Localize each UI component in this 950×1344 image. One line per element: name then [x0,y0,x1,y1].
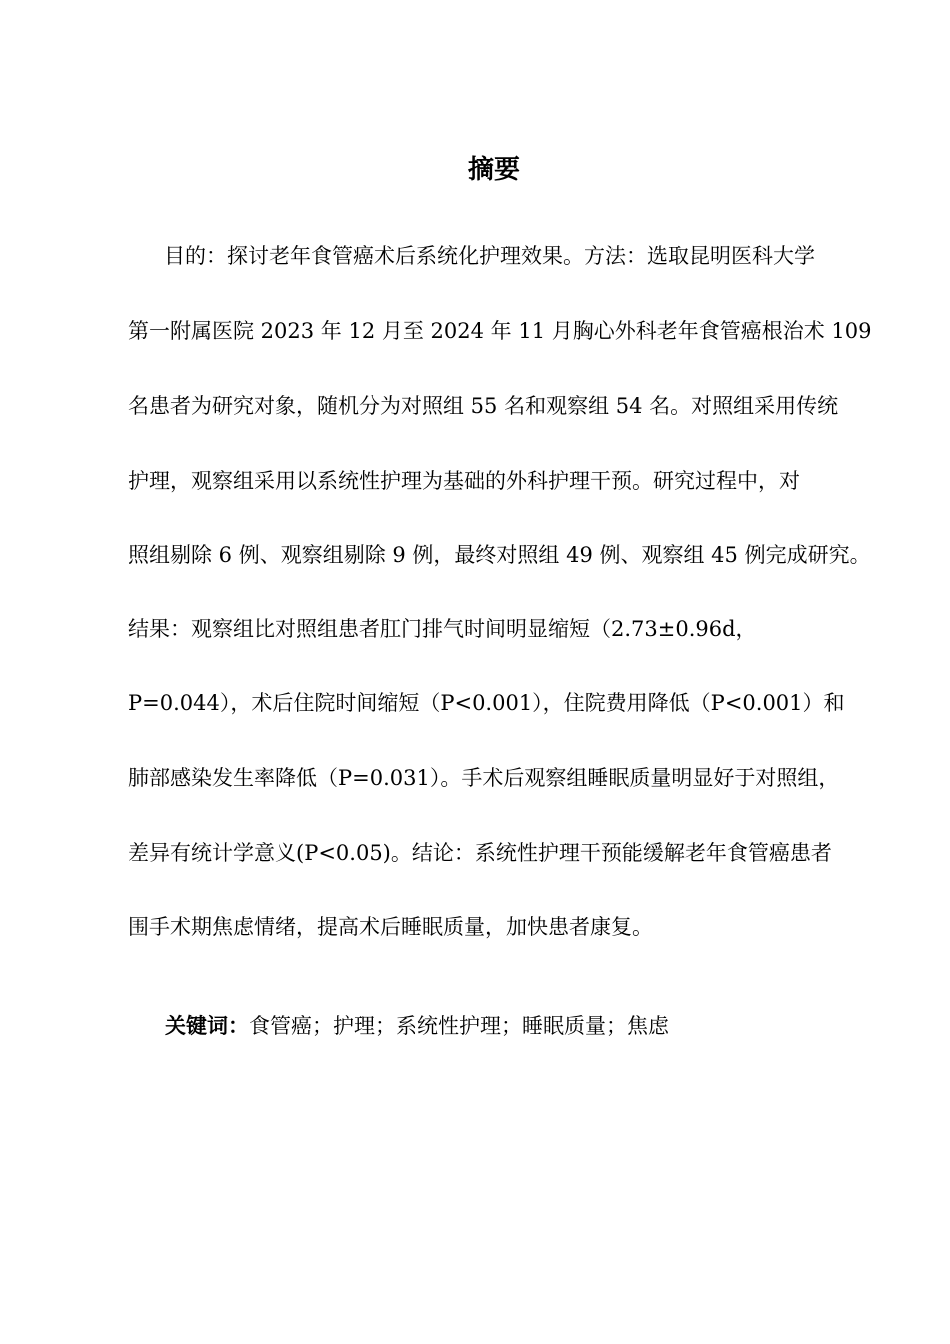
abstract-line-4: 护理，观察组采用以系统性护理为基础的外科护理干预。研究过程中，对 [128,469,800,493]
abstract-title: 摘要 [467,155,520,185]
abstract-line-8: 肺部感染发生率降低（P=0.031）。手术后观察组睡眠质量明显好于对照组， [128,766,840,790]
abstract-line-3: 名患者为研究对象，随机分为对照组 55 名和观察组 54 名。对照组采用传统 [128,394,839,418]
abstract-line-5: 照组剔除 6 例、观察组剔除 9 例，最终对照组 49 例、观察组 45 例完成研究。 [128,543,871,567]
abstract-line-6: 结果：观察组比对照组患者肛门排气时间明显缩短（2.73±0.96d， [128,617,757,641]
abstract-line-7: P=0.044），术后住院时间缩短（P<0.001），住院费用降低（P<0.001）和 [128,691,845,715]
abstract-line-2: 第一附属医院 2023 年 12 月至 2024 年 11 月胸心外科老年食管癌根治术 109 [128,319,872,343]
keywords-line [165,1011,669,1041]
keywords-text: 食管癌；护理；系统性护理；睡眠质量；焦虑 [249,1014,669,1038]
abstract-line-1: 目的：探讨老年食管癌术后系统化护理效果。方法：选取昆明医科大学 [143,244,815,268]
keywords-label: 关键词： [165,1014,249,1038]
abstract-line-9: 差异有统计学意义(P<0.05)。结论：系统性护理干预能缓解老年食管癌患者 [128,841,832,865]
abstract-line-10: 围手术期焦虑情绪，提高术后睡眠质量，加快患者康复。 [128,915,653,939]
